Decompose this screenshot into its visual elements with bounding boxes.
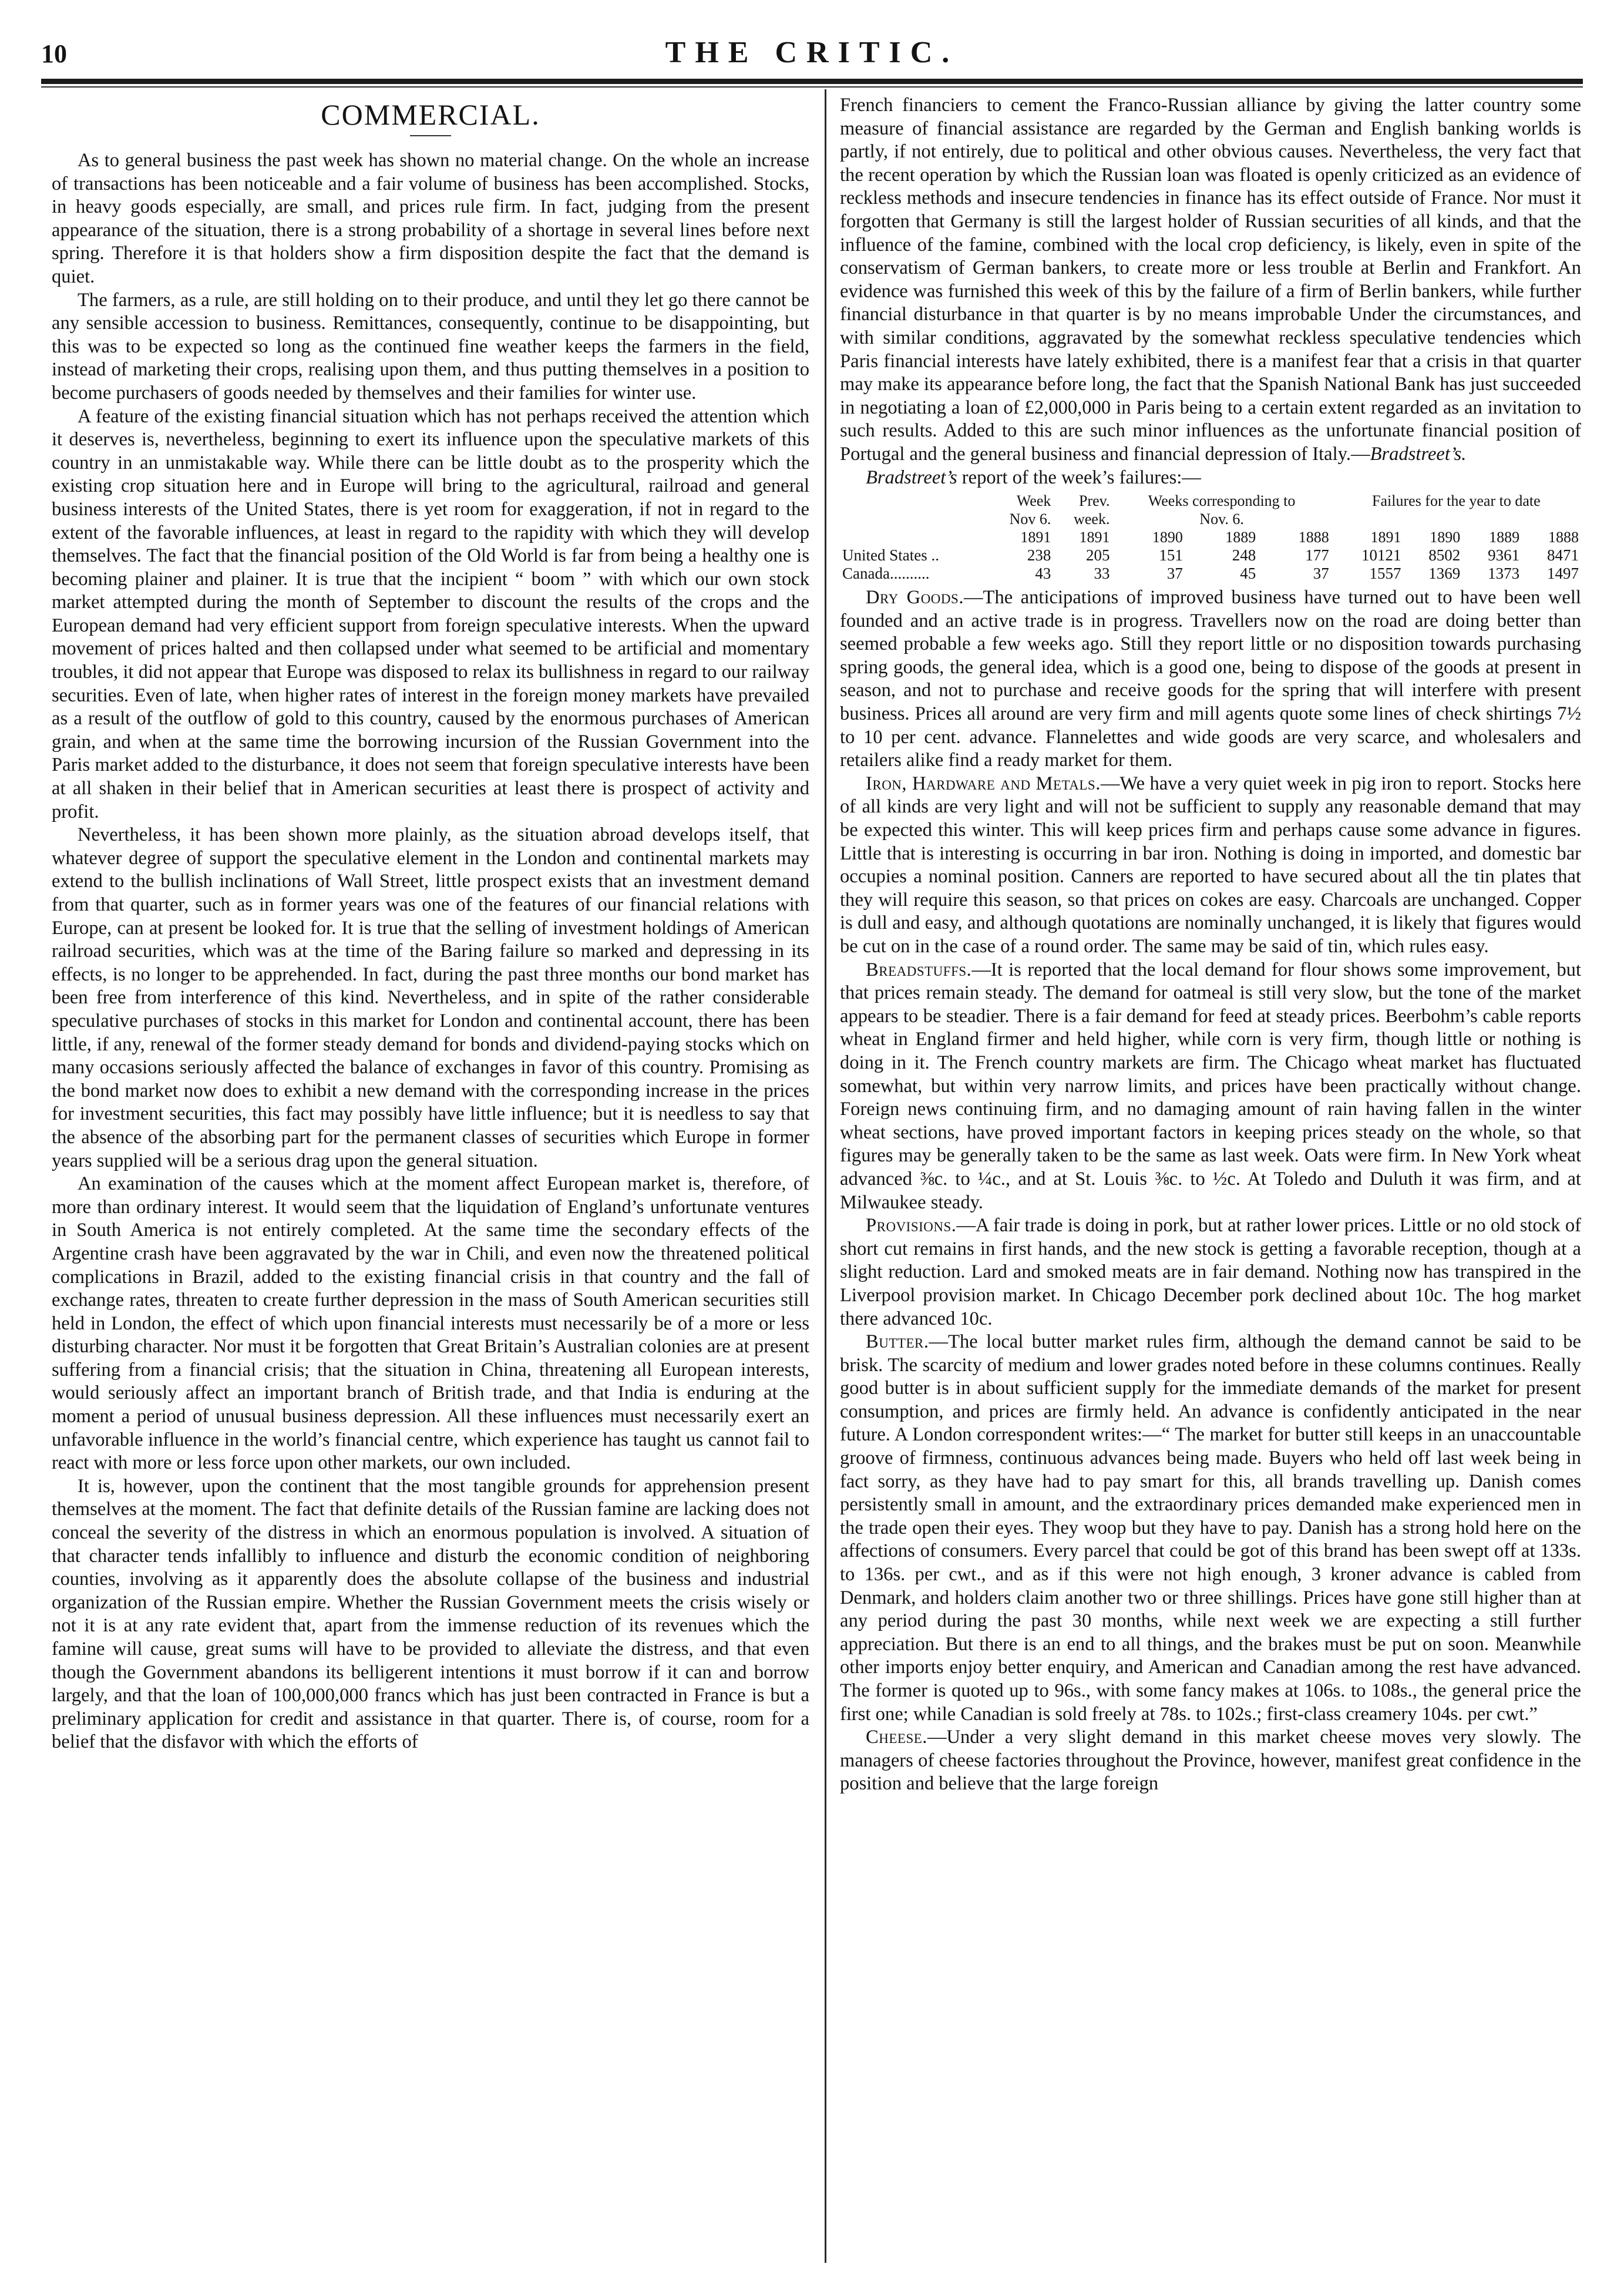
section-heading: Breadstuffs. (866, 959, 972, 980)
table-cell: 8502 (1428, 546, 1461, 565)
continued-text: French financiers to cement the Franco-Russian alliance by giving the latter country some measure of financial assistance are regarded by the German and English banking worlds is partly, if not entirely, due to political and other obvious causes. Nevertheless, the very fact that the recent operation by which the Russian loan was floated is openly criticized as an evidence of reckless methods and insecure tendencies in finance has its effect outside of France. Nor must it forgotten that Germany is still the largest holder of Russian securities of all kinds, and that the influence of the famine, combined with the local crop deficiency, is likely, even in spite of the conservatism of German bankers, to create more or less trouble at Berlin and Frankfort. An evidence was furnished this week of this by the failure of a firm of Berlin bankers, while further financial disturbance in that quarter is by no means improbable Under the circumstances, and with similar conditions, aggravated by the somewhat reckless speculative tendencies which Paris financial interests have lately exhibited, there is a manifest fear that a crisis in that quarter may make its appearance before long, the fact that the Spanish National Bank has just succeeded in negotiating a loan of £2,000,000 in Paris being to a certain extent regarded as an invitation to such results. Added to this are such minor influences as the unfortunate financial position of Portugal and the general business and financial depression of Italy.— (840, 95, 1581, 465)
section-heading: Provisions. (866, 1215, 957, 1237)
section-text: —We have a very quiet week in pig iron to report. Stocks here of all kinds are very light and will not be sufficient to supply any reasonable demand that may be expected this winter. This will keep prices firm and perhaps cause some advance in figures. Little that is interesting is occurring in bar iron. Nothing is doing in imported, and domestic bar occupies a nominal position. Canners are reported to have secured about all the tin plates that they will require this season, so that prices on cokes are easy. Charcoals are unchanged. Copper is dull and easy, and although quotations are nominally unchanged, it is likely that figures would be cut on in the case of a round order. The same may be said of tin, which rules easy. (840, 772, 1581, 957)
table-cell: 8471 (1547, 546, 1579, 565)
table-cell: 33 (1094, 565, 1110, 583)
column-divider (825, 89, 826, 2263)
left-column (52, 94, 809, 2262)
article-paragraph: An examination of the causes which at the moment affect European market is, therefore, of more than ordinary interest. It would seem that the liquidation of England’s unfortunate ventures in South America is not entirely completed. At the same time the secondary effects of the Argentine crash have been aggravated by the war in Chili, and even now the threatened political complications in Brazil, added to the existing financial crisis in that country and the fall of exchange rates, threaten to create further depression in the mass of South American securities still held in London, the effect of which upon financial interests must necessarily be of a more or less disturbing character. Nor must it be forgotten that Great Britain’s Australian colonies are at present suffering from a financial crisis; that the situation in China, threatening all European interests, would seriously affect an important branch of British trade, and that India is enduring at the moment a period of unusual business depression. All these influences must necessarily exert an unfavorable influence in the world’s financial centre, which experience has taught us cannot fail to react with more or less force upon other markets, our own included. (52, 1173, 809, 1474)
table-cell: 37 (1166, 565, 1183, 583)
article-paragraph: As to general business the past week has shown no material change. On the whole an increase of transactions has been noticeable and a fair volume of business has been accomplished. Stocks, in heavy goods especially, are small, and prices rule firm. In fact, judging from the present appearance of the situation, there is a strong probability of a shortage in several lines before next spring. Therefore it is that holders show a firm disposition despite the fact that the demand is quiet. (52, 150, 809, 287)
table-header-row (840, 510, 1581, 528)
report-text: report of the week’s failures:— (957, 466, 1201, 488)
section-heading: Cheese. (866, 1727, 927, 1748)
table-header-cell: Nov. 6. (1199, 510, 1244, 528)
failures-table (840, 492, 1581, 583)
table-cell: 1557 (1369, 565, 1401, 583)
page-header (41, 34, 1583, 75)
failures-report-intro (840, 466, 1581, 490)
header-rule-thick (41, 79, 1583, 84)
table-cell: 248 (1232, 546, 1256, 565)
title-rule (410, 135, 451, 136)
continued-paragraph (840, 94, 1581, 466)
table-cell: 1497 (1547, 565, 1579, 583)
table-cell: 9361 (1488, 546, 1520, 565)
year-cell: 1889 (1225, 529, 1256, 546)
table-header-cell: Weeks corresponding to (1148, 492, 1296, 510)
table-row (840, 565, 1581, 583)
table-header-row (840, 492, 1581, 510)
masthead-title: THE CRITIC. (665, 36, 959, 69)
market-section-dry-goods (840, 586, 1581, 772)
table-header-cell: Nov 6. (1009, 510, 1051, 528)
article-title: COMMERCIAL. (321, 98, 540, 131)
year-cell: 1889 (1489, 529, 1520, 546)
year-cell: 1888 (1298, 529, 1329, 546)
section-text: —Under a very slight demand in this market cheese moves very slowly. The managers of cheese factories throughout the Province, however, manifest great confidence in the position and believe that the large foreign (840, 1727, 1581, 1795)
table-cell: 177 (1305, 546, 1329, 565)
table-header-cell: Week (1016, 492, 1051, 510)
page-number: 10 (41, 39, 67, 68)
year-cell: 1891 (1020, 529, 1051, 546)
table-header-cell: week. (1074, 510, 1110, 528)
table-year-row (840, 528, 1581, 546)
table-header-cell: Prev. (1078, 492, 1110, 510)
table-cell: 238 (1027, 546, 1051, 565)
table-header-cell: Failures for the year to date (1372, 492, 1541, 510)
market-section-provisions (840, 1214, 1581, 1331)
section-text: —The anticipations of improved business have turned out to have been well founded and an active trade is in progress. Travellers now on the road are doing better than seemed probable a few weeks ago. Still they report little or no disposition towards purchasing spring goods, the general idea, which is a good one, being to dispose of the goods at present in season, and not to purchase and receive goods for the spring that will interfere with present business. Prices all around are very firm and mill agents quote some lines of check shirtings 7½ to 10 per cent. advance. Flannelettes and wide goods are very scarce, and wholesalers and retailers alike find a ready market for them. (840, 587, 1581, 771)
market-section-breadstuffs (840, 959, 1581, 1215)
section-heading: Iron, Hardware and Metals. (866, 772, 1101, 794)
table-cell: 45 (1240, 565, 1256, 583)
table-cell: 43 (1035, 565, 1051, 583)
report-source: Bradstreet’s (866, 466, 957, 488)
year-cell: 1888 (1548, 529, 1579, 546)
row-label: United States .. (842, 546, 939, 565)
table-cell: 151 (1159, 546, 1183, 565)
source-attribution: Bradstreet’s. (1370, 443, 1467, 465)
header-rule-thin (41, 86, 1583, 88)
market-section-cheese (840, 1726, 1581, 1796)
row-label: Canada.......... (842, 565, 930, 583)
article-paragraph: Nevertheless, it has been shown more plainly, as the situation abroad develops itself, that whatever degree of support the speculative element in the London and continental markets may extend to the bullish inclinations of Wall Street, little prospect exists that an investment demand from that quarter, such as in former years was one of the features of our financial relations with Europe, can at present be looked for. It is true that the selling of investment holdings of American railroad securities, which was at the time of the Baring failure so marked and depressing in its effects, is no longer to be apprehended. In fact, during the past three months our bond market has been free from interference of this kind. Nevertheless, and in spite of the rather considerable speculative purchases of stocks in this market for London and continental account, there has been little, if any, renewal of the former steady demand for bonds and dividend-paying stocks which on many occasions seriously affected the balance of exchanges in favor of this country. Promising as the bond market now does to exhibit a new demand with the corresponding increase in the prices for investment securities, this fact may possibly have little influence; but it is needless to say that the absence of the absorbing part for the permanent classes of securities which Europe in former years supplied will be a serious drag upon the general situation. (52, 824, 809, 1171)
table-row (840, 546, 1581, 565)
market-section-butter (840, 1331, 1581, 1726)
year-cell: 1890 (1430, 529, 1461, 546)
section-heading: Butter. (866, 1331, 929, 1353)
section-text: —The local butter market rules firm, although the demand cannot be said to be brisk. The scarcity of medium and lower grades noted before in these columns continues. Really good butter is in about sufficient supply for the immediate demands of the market for present consumption, and prices are firmly held. An advance is confidently anticipated in the near future. A London correspondent writes:—“ The market for butter still keeps in an unaccountable groove of firmness, continuous advances being made. Buyers who held off last week being in fact sorry, as they have had to pay smart for this, all brands travelling up. Danish comes persistently small in amount, and the extraordinary prices demanded make experienced men in the trade open their eyes. They woop but they have to pay. Danish has a strong hold here on the affections of consumers. Every parcel that could be got of this brand has been swept off at 133s. to 136s. per cwt., and as if this were not high enough, 3 kroner advance is cabled from Denmark, and holders claim another two or three shillings. Prices have gone still higher than at any period during the past 30 months, while next week we are expecting a still further appreciation. But there is an end to all things, and the brakes must be put on soon. Meanwhile other imports enjoy better enquiry, and American and Canadian among the rest have advanced. The former is quoted up to 96s., with some fancy makes at 106s. to 108s., the general price the first one; while Canadian is sold freely at 78s. to 102s.; first-class creamery 104s. per cwt.” (840, 1331, 1581, 1725)
right-column (840, 94, 1581, 2262)
year-cell: 1890 (1152, 529, 1183, 546)
article-paragraph: A feature of the existing financial situation which has not perhaps received the attention which it deserves is, nevertheless, beginning to exert its influence upon the speculative markets of this country in an unmistakable way. While there can be little doubt as to the prosperity which the existing crop situation here and in Europe will bring to the agricultural, railroad and general business interests of the United States, there is yet room for exaggeration, if not in regard to the extent of the favorable influences, at least in regard to the rapidity with which they will develop themselves. The fact that the financial position of the Old World is far from being a healthy one is becoming plainer and plainer. It is true that the incipient “ boom ” with which our own stock market attempted during the month of September to discount the results of the crops and the European demand had very efficient support from foreign speculative interests. When the upward movement of prices halted and then collapsed under what seemed to be artificial and momentary troubles, it did not appear that Europe was disposed to relax its bullishness in regard to our railway securities. Even of late, when higher rates of interest in the foreign money markets have prevailed as a result of the outflow of gold to this country, caused by the enormous purchases of American grain, and when at the same time the borrowing incursion of the Russian Government into the Paris market added to the disturbance, it does not seem that foreign speculative interests have been at all shaken in their belief that in American securities at least there is prospect of activity and profit. (52, 405, 809, 822)
table-cell: 10121 (1361, 546, 1401, 565)
market-section-iron (840, 772, 1581, 959)
table-cell: 1369 (1428, 565, 1461, 583)
year-cell: 1891 (1370, 529, 1401, 546)
article-paragraph: The farmers, as a rule, are still holding on to their produce, and until they let go there cannot be any sensible accession to business. Remittances, consequently, continue to be disappointing, but this was to be expected so long as the continued fine weather keeps the farmers in the field, instead of marketing their crops, realising upon them, and thus putting themselves in a position to become purchasers of goods needed by themselves and their families for winter use. (52, 289, 809, 404)
section-heading: Dry Goods. (866, 587, 964, 609)
table-cell: 1373 (1488, 565, 1520, 583)
section-text: —A fair trade is doing in pork, but at rather lower prices. Little or no old stock of short cut remains in first hands, and the new stock is getting a favorable reception, though at a slight reduction. Lard and smoked meats are in fair demand. Nothing now has transpired in the Liverpool provision market. In Chicago December pork declined about 10c. The hog market there advanced 10c. (840, 1215, 1581, 1329)
article-paragraph: It is, however, upon the continent that the most tangible grounds for apprehension present themselves at the moment. The fact that definite details of the Russian famine are lacking does not conceal the severity of the distress in which an enormous population is involved. A situation of that character tends infallibly to influence and disturb the economic condition of neighboring counties, involving as it apparently does the absolute collapse of the business and industrial organization of the Russian empire. Whether the Russian Government meets the crisis wisely or not it is at any rate evident that, apart from the immense reduction of its revenues which the famine will cause, great sums will have to be provided to alleviate the distress, and that even though the Government abandons its belligerent intentions it must borrow if it can and borrow largely, and that the loan of 100,000,000 francs which has just been contracted in France is but a preliminary application for credit and assistance in that quarter. There is, of course, room for a belief that the disfavor with which the efforts of (52, 1475, 809, 1753)
year-cell: 1891 (1079, 529, 1110, 546)
table-cell: 37 (1313, 565, 1329, 583)
table-cell: 205 (1085, 546, 1110, 565)
section-text: —It is reported that the local demand for flour shows some improvement, but that prices remain steady. The demand for oatmeal is still very slow, but the tone of the market appears to be steadier. There is a fair demand for feed at steady prices. Beerbohm’s cable reports wheat in England firmer and held higher, while corn is very firm, though little or nothing is doing in it. The French country markets are firm. The Chicago wheat market has fluctuated somewhat, but within very narrow limits, and prices have been practically without change. Foreign news continuing firm, and no damaging amount of rain having fallen in the winter wheat sections, have proved important factors in keeping prices steady on the whole, so that figures may be generally taken to be the same as last week. Oats were firm. In New York wheat advanced ⅜c. to ¼c., and at St. Louis ⅜c. to ½c. At Toledo and Duluth it was firm, and at Milwaukee steady. (840, 959, 1581, 1213)
